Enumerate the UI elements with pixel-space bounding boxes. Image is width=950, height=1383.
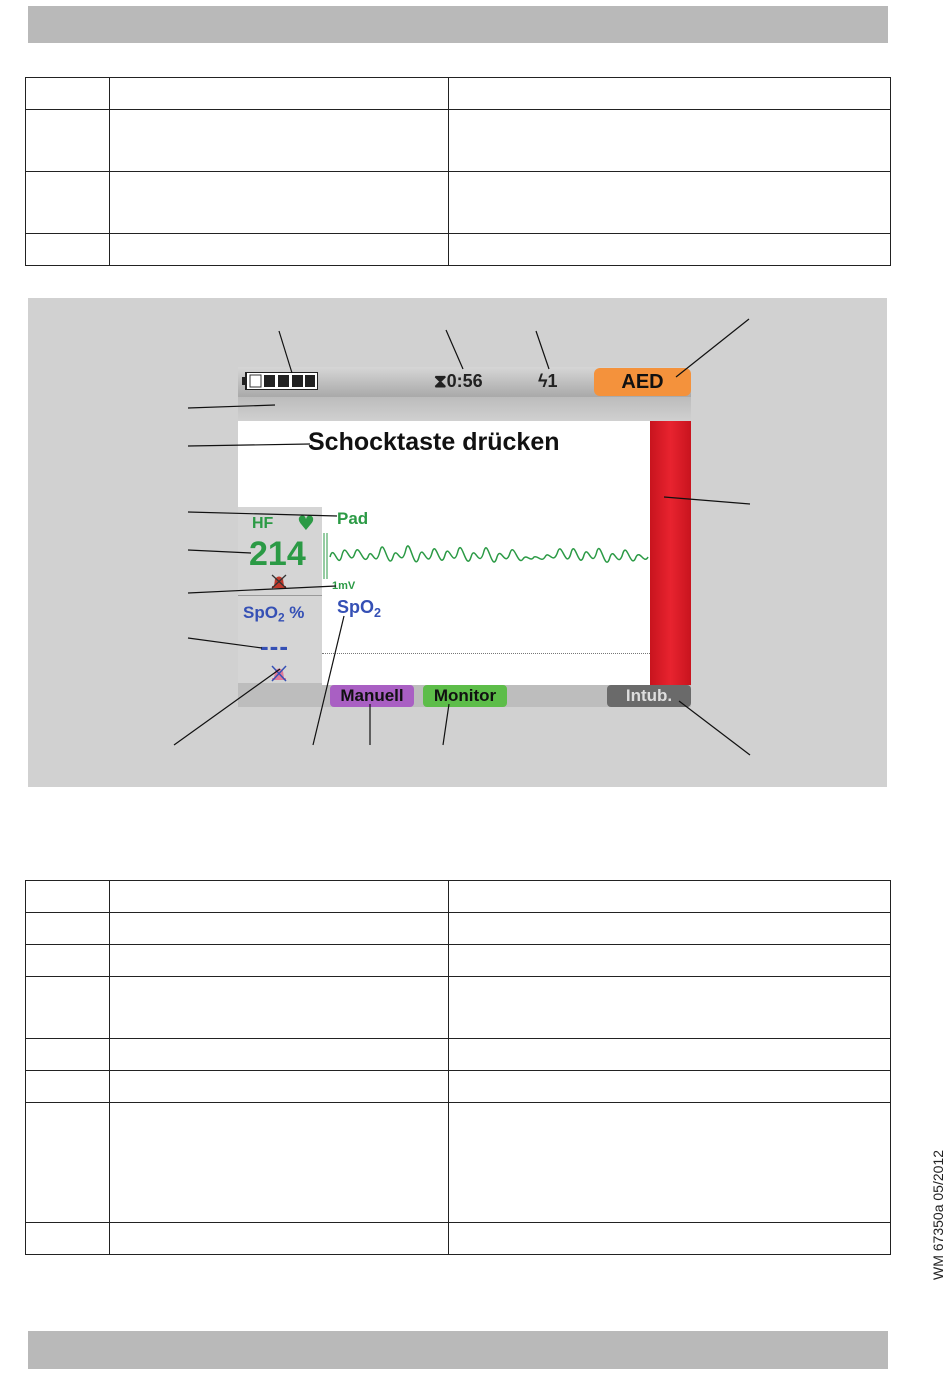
- spo2-value: ---: [260, 631, 289, 661]
- shock-counter: ϟ1: [538, 371, 558, 391]
- footer-band: [28, 1331, 888, 1369]
- table-row: [26, 1103, 891, 1223]
- panel-divider: [238, 595, 322, 596]
- table-row: [26, 234, 891, 266]
- elapsed-timer: ⧗0:56: [434, 371, 483, 391]
- spo2-curve-label: [337, 597, 381, 620]
- ecg-lead-label: Pad: [337, 509, 369, 528]
- hf-label: HF: [252, 515, 274, 532]
- battery-icon: [242, 372, 318, 390]
- table-row: [26, 78, 891, 110]
- spo2-label-text: SpO: [243, 603, 278, 622]
- table-row: [26, 1071, 891, 1103]
- header-band: [28, 6, 888, 43]
- shock-prompt-message: Schocktaste drücken: [308, 428, 560, 456]
- softkey-bar: [238, 685, 691, 707]
- legend-table-top: [25, 77, 891, 266]
- document-id: WM 67350a 05/2012: [930, 1150, 946, 1280]
- aed-mode-badge: AED: [594, 368, 691, 396]
- ecg-scale-label: 1mV: [332, 580, 356, 592]
- spo2-label-unit: %: [284, 603, 305, 622]
- table-row: [26, 172, 891, 234]
- table-row: [26, 913, 891, 945]
- device-screen: [238, 367, 691, 707]
- table-row: [26, 945, 891, 977]
- table-row: [26, 1223, 891, 1255]
- alarm-off-icon: [270, 573, 288, 589]
- ecg-waveform: [322, 527, 650, 587]
- alarm-off-icon: [269, 664, 289, 682]
- message-box: [238, 421, 650, 508]
- table-row: [26, 977, 891, 1039]
- curve-area: [322, 507, 650, 685]
- monitor-softkey[interactable]: Monitor: [423, 685, 507, 707]
- spo2-label: [243, 603, 304, 625]
- heart-icon: ♥: [297, 511, 315, 535]
- manuell-softkey[interactable]: Manuell: [330, 685, 414, 707]
- spo2-curve-label-sub: 2: [374, 605, 382, 620]
- shock-ready-bar: [650, 421, 691, 685]
- table-row: [26, 110, 891, 172]
- intub-softkey[interactable]: Intub.: [607, 685, 691, 707]
- status-bar: [238, 367, 691, 397]
- info-row: [238, 397, 691, 421]
- legend-table-bottom: [25, 880, 891, 1255]
- table-row: [26, 881, 891, 913]
- hf-value: 214: [249, 535, 306, 573]
- table-row: [26, 1039, 891, 1071]
- spo2-baseline: [322, 653, 650, 655]
- spo2-label-sub: 2: [277, 610, 285, 625]
- spo2-curve-label-text: SpO: [337, 597, 375, 617]
- parameter-panel: [238, 507, 323, 683]
